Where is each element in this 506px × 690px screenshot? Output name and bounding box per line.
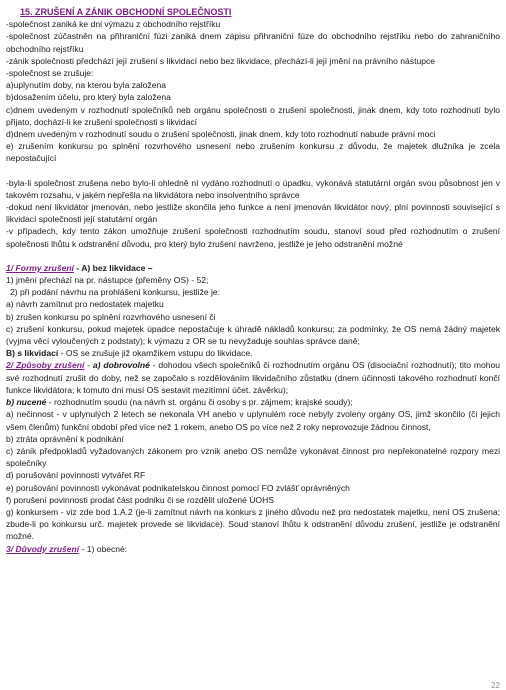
reasons-line — [6, 543, 500, 555]
section-heading: 15. ZRUŠENÍ A ZÁNIK OBCHODNÍ SPOLEČNOSTI — [20, 7, 232, 17]
ways-title: 2/ Způsoby zrušení — [6, 360, 85, 371]
para2-block — [6, 177, 500, 250]
intro-line: -zánik společnosti předchází její zrušení s likvidací nebo bez likvidace, přechází-li její jmění na právního nástupce — [6, 55, 435, 66]
ways-b-rest: - rozhodnutím soudu (na návrh st. orgánu či osoby s pr. zájmem; krajské soudy); — [46, 397, 353, 408]
para2-line: -dokud není likvidátor jmenován, nebo jestliže skončila jeho funkce a není jmenován likvidátor nový, plní povinnosti související s likvidací společnosti její statutární orgán — [6, 202, 500, 225]
ways-line: b) ztráta oprávnění k podnikání — [6, 433, 124, 444]
ways-b-label: b) nucené — [6, 397, 47, 408]
forms-title: 1/ Formy zrušení — [6, 262, 74, 273]
para2-line: -byla-li společnost zrušena nebo bylo-li ohledně ní vydáno rozhodnutí o úpadku, vykonává statutární orgán svou působnost jen v takovém rozsahu, v jakém nepřešla na likvidátora nebo insolventního správce — [6, 177, 500, 200]
forms-title-rest: - A) bez likvidace – — [73, 262, 153, 273]
intro-line: e) zrušením konkursu po splnění rozvrhového usnesení nebo zrušením konkursu z důvodu, že majetek dlužníka je zcela nepostačující — [6, 141, 500, 164]
intro-line: -společnost zúčastněn na přihraniční fúzi zaniká dnem zápisu přihraniční fúze do obchodního rejstříku nebo do zahraničního obchodního rejstříku — [6, 31, 500, 54]
ways-line: g) konkursem - viz zde bod 1.A.2 (je-li zamítnut návrh na konkurs z jiného důvodu než pro nedostatek majetku, není OS zrušena; zbude-li po konkursu urč. majetek provede se likvidace). Soud stanoví lhůtu k odstranění důvodu zrušení, jestliže je odstranění možné. — [6, 506, 500, 542]
reasons-block — [6, 543, 500, 555]
intro-line: c)dnem uvedeným v rozhodnutí společníků neb orgánu společnosti o zrušení společnosti, jinak dnem, kdy toto rozhodnutí bylo přijato, dochází-li ke zrušení společnosti s likvidací — [6, 104, 500, 127]
intro-line: -společnost zaniká ke dni výmazu z obchodního rejstříku — [6, 19, 221, 30]
ways-a-rest: - dohodou všech společníků či rozhodnutím orgánu OS (disociační rozhodnutí); tito mohou své rozhodnutí zrušit do doby, než se započalo s rozdělováním likvidačního zůstatku (dnem účinnosti takového rozhodnutí končí funkce likvidátora; k tomuto dni musí OS sestavit mezitímní účet. závěrku); — [6, 360, 500, 395]
forms-line: 1) jmění přechází na pr. nástupce (přeměny OS) - 52; — [6, 275, 209, 286]
spacer — [6, 250, 500, 262]
ways-line: d) porušování povinnosti vytvářet RF — [6, 470, 146, 481]
ways-line: a) nečinnost - v uplynulých 2 letech se nekonala VH anebo v uplynulém roce nebyly zvoleny orgány OS, jimž skončilo (či jejich všem členům) funkční období před více než 1 rokem, anebo OS po více než 2 roky neprovozuje žádnou činnost, — [6, 409, 500, 432]
reasons-rest: - 1) obecné: — [79, 543, 128, 554]
forms-line: a) návrh zamítnut pro nedostatek majetku — [6, 299, 164, 310]
forms-line: c) zrušení konkursu, pokud majetek úpadce nepostačuje k úhradě nákladů konkursu; za podmínky, že OS nemá žádný majetek (vyjma věcí vyloučených z podstaty); k výmazu z OR se tu nevyžaduje souhlas správce daně; — [6, 323, 500, 347]
page-number: 22 — [491, 681, 500, 690]
forms-heading-line — [6, 262, 500, 274]
forms-block — [6, 262, 500, 360]
ways-block — [6, 359, 500, 542]
intro-line: b)dosažením účelu, pro který byla založena — [6, 92, 171, 103]
forms-b-rest: - OS se zrušuje již okamžikem vstupu do likvidace. — [58, 348, 253, 359]
intro-block — [6, 18, 500, 164]
ways-line: e) porušování povinnosti vykonávat podnikatelskou činnost pomocí FO zvlášť oprávněných — [6, 482, 350, 493]
para2-line: -v případech, kdy tento zákon umožňuje zrušení společnosti rozhodnutím soudu, stanoví soud před rozhodnutím o zrušení společnosti lhůtu k odstranění důvodu, pro který bylo zrušení navrženo, jestliže je jeho odstranění možné — [6, 226, 500, 249]
forms-line: b) zrušen konkursu po splnění rozvrhového usnesení či — [6, 311, 216, 322]
ways-line: f) porušení povinnosti prodat část podniku či se rozdělit uložené ÚOHS — [6, 494, 274, 505]
forms-b-label: B) s likvidací — [6, 348, 59, 359]
forms-b-line — [6, 347, 500, 359]
intro-line: a)uplynutím doby, na kterou byla založena — [6, 80, 166, 91]
forms-line: 2) při podání návrhu na prohlášení konkursu, jestliže je: — [10, 287, 220, 298]
intro-line: -společnost se zrušuje: — [6, 68, 94, 79]
ways-line: c) zánik předpokladů vyžadovaných zákonem pro vznik anebo OS nemůže vykonávat činnost pro nepřekonatelné rozpory mezi společníky — [6, 445, 500, 469]
ways-a-label: a) dobrovolné — [92, 360, 150, 371]
ways-a-line: 2/ Způsoby zrušení - a) dobrovolné - dohodou všech společníků či rozhodnutím orgánu OS (disociační rozhodnutí); tito mohou své rozhodnutí zrušit do doby, než se započalo s rozdělováním likvidačního zůstatku (dnem účinnosti takového rozhodnutí končí funkce likvidátora; k tomuto dni musí OS sestavit mezitímní účet. závěrku); — [6, 360, 500, 395]
reasons-title: 3/ Důvody zrušení — [6, 543, 80, 554]
spacer — [6, 165, 500, 177]
ways-b-line — [6, 396, 500, 408]
intro-line: d)dnem uvedeným v rozhodnutí soudu o zrušení společnosti, jinak dnem, kdy toto rozhodnutí nabude právní moci — [6, 129, 436, 140]
document-page — [6, 6, 500, 555]
